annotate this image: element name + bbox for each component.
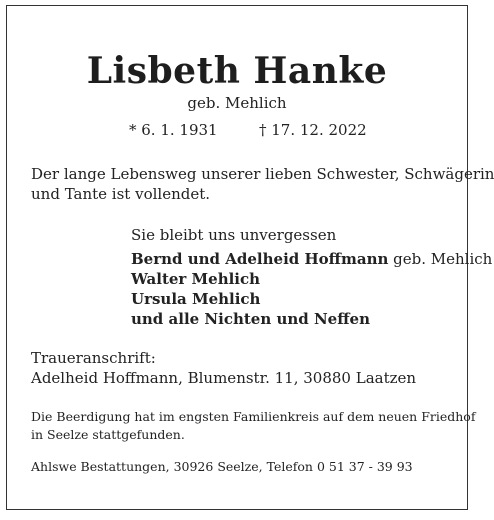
mourner-name: Bernd und Adelheid Hoffmann bbox=[131, 250, 389, 268]
death-date: † 17. 12. 2022 bbox=[259, 121, 367, 139]
mourner-name: Ursula Mehlich bbox=[131, 290, 261, 308]
intro-line: und Tante ist vollendet. bbox=[31, 185, 211, 203]
funeral-line: in Seelze stattgefunden. bbox=[31, 427, 185, 442]
intro-line: Der lange Lebensweg unserer lieben Schwester, Schwägerin bbox=[31, 165, 494, 183]
mourner-line bbox=[131, 289, 492, 309]
mourner-line bbox=[131, 309, 492, 329]
mourner-name: und alle Nichten und Neffen bbox=[131, 310, 370, 328]
mourner-suffix: geb. Mehlich bbox=[388, 250, 493, 268]
maiden-name: geb. Mehlich bbox=[187, 94, 287, 112]
address-text: Adelheid Hoffmann, Blumenstr. 11, 30880 Laatzen bbox=[31, 369, 417, 387]
remembrance-text: Sie bleibt uns unvergessen bbox=[131, 226, 337, 244]
address-label: Traueranschrift: bbox=[31, 349, 156, 367]
birth-date: * 6. 1. 1931 bbox=[129, 121, 218, 139]
mourning-address bbox=[31, 348, 416, 388]
undertaker-contact: Ahlswe Bestattungen, 30926 Seelze, Telefon 0 51 37 - 39 93 bbox=[31, 459, 413, 474]
intro-text bbox=[31, 164, 494, 204]
obituary-notice bbox=[6, 5, 494, 510]
funeral-note bbox=[31, 408, 476, 444]
mourner-name: Walter Mehlich bbox=[131, 270, 261, 288]
funeral-line: Die Beerdigung hat im engsten Familienkreis auf dem neuen Friedhof bbox=[31, 409, 476, 424]
mourner-line bbox=[131, 249, 492, 269]
mourners-list bbox=[131, 249, 492, 329]
deceased-name: Lisbeth Hanke bbox=[86, 50, 388, 92]
mourner-line bbox=[131, 269, 492, 289]
